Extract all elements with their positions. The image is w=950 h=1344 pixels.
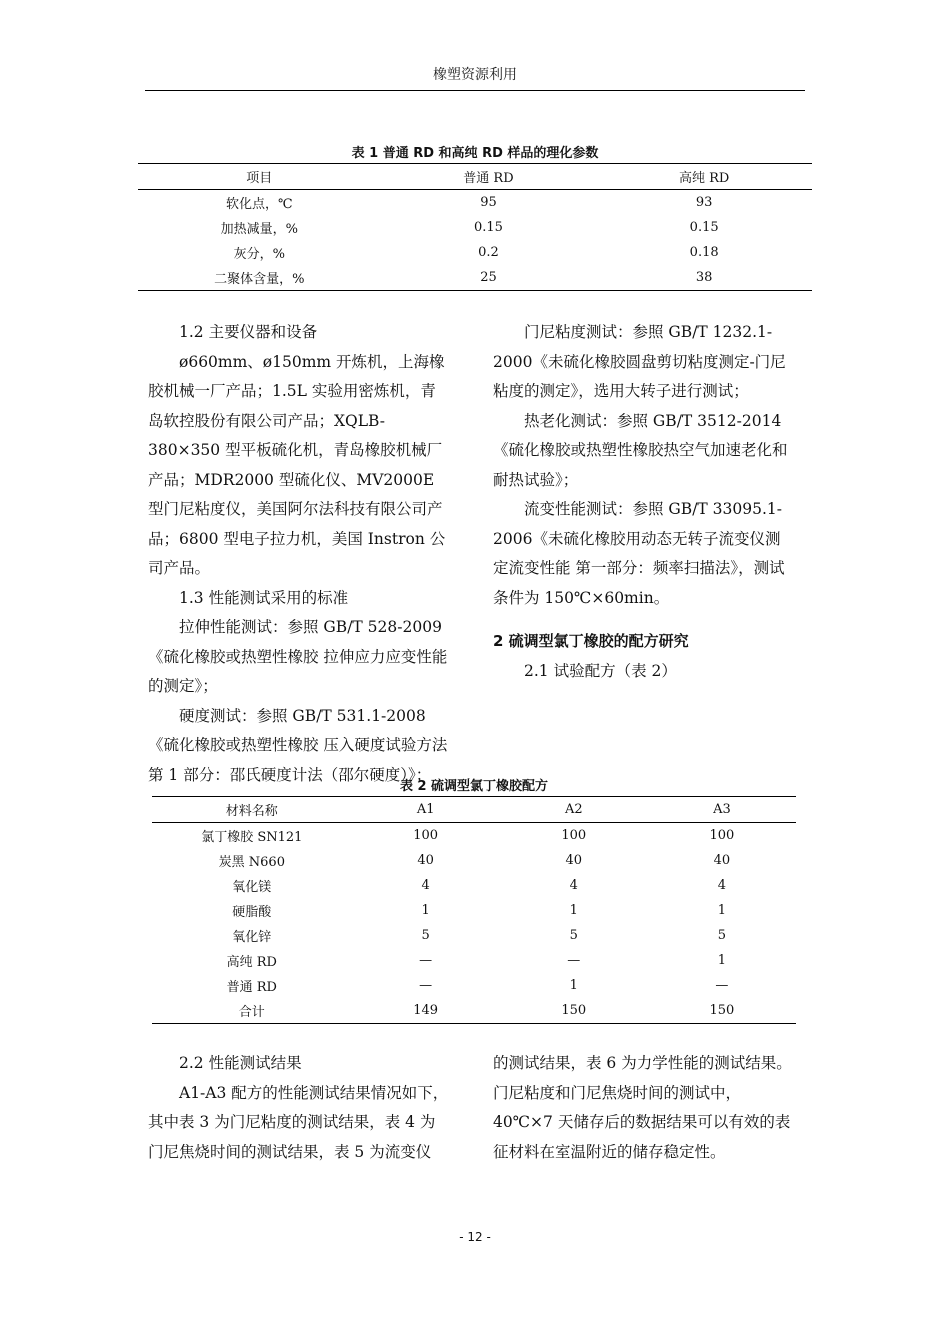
table-cell: 4 [569,878,578,893]
table-cell: 1 [717,953,727,968]
table-header-cell: 普通 RD [381,164,597,190]
table-cell: 100 [709,828,735,843]
table-row [152,898,796,923]
table-cell: 0.2 [478,245,499,260]
left-column-1 [148,318,450,790]
table-cell: 93 [695,195,713,210]
table-cell: 149 [352,998,500,1024]
paragraph-rheology-test: 流变性能测试：参照 GB/T 33095.1-2006《未硫化橡胶用动态无转子流变仪测定流变性能 第一部分：频率扫描法》，测试条件为 150℃×60min。 [493,500,785,607]
table-cell: 1 [717,903,727,918]
table-cell: 4 [717,878,727,893]
table-row [152,973,796,998]
table-cell: 硬脂酸 [232,905,272,920]
table-cell: 40 [417,853,434,868]
table-row [138,190,812,216]
table-cell: 0.15 [689,220,719,235]
right-column-2 [493,1049,795,1167]
table2 [152,796,796,1024]
paragraph-equipment: ø660mm、ø150mm 开炼机，上海橡胶机械一厂产品；1.5L 实验用密炼机，青岛软控股份有限公司产品；XQLB-380×350 型平板硫化机，青岛橡胶机械厂产品；MDR2000 型硫化仪、MV2000E 型门尼粘度仪，美国阿尔法科技有限公司产品；6800 型电子拉力机，美国 Instron 公司产品。 [148,352,446,577]
table-cell: 0.18 [689,245,719,260]
table-cell: 4 [421,878,430,893]
table-cell: 100 [561,828,587,843]
table-row [152,998,796,1024]
left-column-2 [148,1049,450,1167]
table-cell: 氧化锌 [232,930,272,945]
paragraph-results-intro: A1-A3 配方的性能测试结果情况如下，其中表 3 为门尼粘度的测试结果，表 4 为门尼焦烧时间的测试结果，表 5 为流变仪 [148,1083,449,1161]
table-cell: — [715,978,729,993]
table2-caption: 表 2 硫调型氯丁橡胶配方 [399,779,549,794]
paragraph-results-continued: 的测试结果，表 6 为力学性能的测试结果。门尼粘度和门尼焦烧时间的测试中，40℃×7 天储存后的数据结果可以有效的表征材料在室温附近的储存稳定性。 [493,1054,792,1161]
table-cell: 加热减量，% [220,222,298,237]
table-cell: 150 [648,998,796,1024]
table-row [152,823,796,849]
table-cell: — [419,953,433,968]
table-cell: 合计 [152,998,352,1024]
table-header-row [152,797,796,823]
paragraph-tensile-test: 拉伸性能测试：参照 GB/T 528-2009《硫化橡胶或热塑性橡胶 拉伸应力应变性能的测定》； [148,618,448,695]
section-heading-2-1: 2.1 试验配方（表 2） [524,661,677,680]
table-cell: 炭黑 N660 [218,855,285,870]
table-cell: 40 [565,853,583,868]
table-cell: 25 [381,265,597,291]
table-cell: — [567,953,581,968]
table-cell: — [419,978,433,993]
table-row [138,215,812,240]
page-number: - 12 - [459,1230,491,1244]
section-heading-2: 2 硫调型氯丁橡胶的配方研究 [493,632,689,650]
table-header-cell: 材料名称 [152,797,352,823]
table-cell: 5 [569,928,578,943]
table-cell: 40 [713,853,731,868]
table-cell: 150 [500,998,648,1024]
table-cell: 100 [413,828,439,843]
table-row [152,873,796,898]
table1-caption: 表 1 普通 RD 和高纯 RD 样品的理化参数 [351,146,599,161]
section-heading-1-3: 1.3 性能测试采用的标准 [179,588,349,607]
paragraph-hardness-test: 硬度测试：参照 GB/T 531.1-2008《硫化橡胶或热塑性橡胶 压入硬度试验方法 第 1 部分：邵氏硬度计法（邵尔硬度）》； [148,706,448,784]
paragraph-mooney-test: 门尼粘度测试：参照 GB/T 1232.1-2000《未硫化橡胶圆盘剪切粘度测定-门尼粘度的测定》，选用大转子进行测试； [493,323,786,400]
table-cell: 1 [569,978,578,993]
table-cell: 高纯 RD [226,955,277,970]
right-column-1 [493,318,795,686]
section-heading-2-2: 2.2 性能测试结果 [179,1054,302,1072]
table-row [152,923,796,948]
table-cell: 氧化镁 [232,880,272,895]
table-header-cell: A3 [648,797,796,823]
table-cell: 灰分，% [233,247,285,262]
table1 [138,163,812,291]
table-header-cell: 项目 [138,164,381,190]
table-cell: 95 [480,195,497,210]
table-cell: 5 [421,928,430,943]
table-cell: 5 [717,928,727,943]
paragraph-aging-test: 热老化测试：参照 GB/T 3512-2014《硫化橡胶或热塑性橡胶热空气加速老化和耐热试验》； [493,411,788,489]
table-header-cell: A2 [500,797,648,823]
table-row [152,848,796,873]
table-row [138,265,812,291]
table-cell: 氯丁橡胶 SN121 [201,830,303,845]
section-heading-1-2: 1.2 主要仪器和设备 [179,323,318,341]
table-header-row [138,164,812,190]
table-cell: 普通 RD [226,980,277,995]
table-cell: 1 [421,903,430,918]
running-header: 橡塑资源利用 [145,62,805,91]
table-cell: 0.15 [473,220,503,235]
table-row [138,240,812,265]
table-row [152,948,796,973]
table-cell: 软化点，℃ [226,197,293,212]
table-header-cell: 高纯 RD [596,164,812,190]
table-cell: 38 [596,265,812,291]
table-cell: 二聚体含量，% [138,265,381,291]
table-cell: 1 [569,903,578,918]
table-header-cell: A1 [352,797,500,823]
